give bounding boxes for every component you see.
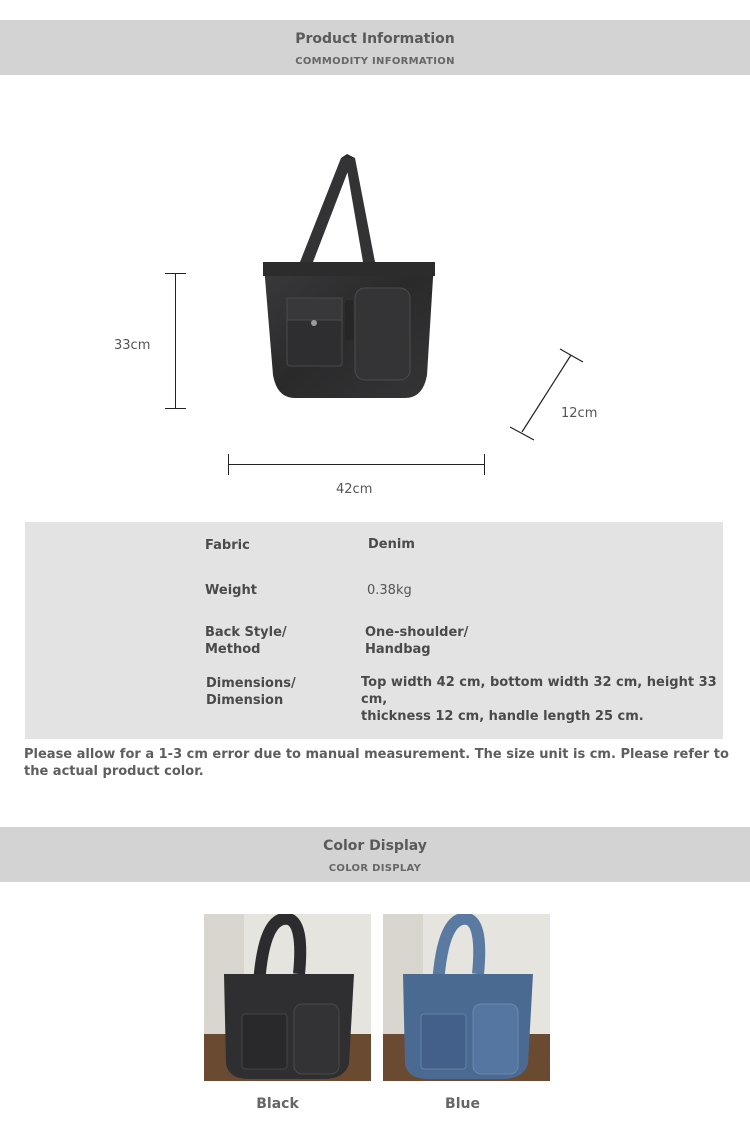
spec-value-dimensions: Top width 42 cm, bottom width 32 cm, height 33 cm, thickness 12 cm, handle length 25 cm. (361, 675, 717, 724)
product-info-header (0, 20, 750, 75)
spec-value-back-style: One-shoulder/ Handbag (365, 625, 469, 657)
spec-key-dimensions: Dimensions/ Dimension (206, 676, 296, 708)
width-dimension-cap-right (484, 454, 485, 475)
spec-value-fabric: Denim (368, 537, 415, 552)
bag-image (255, 150, 445, 405)
color-label-black: Black (256, 1096, 299, 1112)
color-display-header (0, 827, 750, 882)
spec-key-weight: Weight (205, 583, 257, 598)
section-subtitle: COMMODITY INFORMATION (295, 56, 455, 67)
depth-label: 12cm (561, 406, 598, 421)
height-dimension-line (175, 273, 176, 408)
height-dimension-cap-bottom (165, 408, 186, 409)
spec-key-back-style: Back Style/ Method (205, 625, 287, 657)
spec-table (25, 522, 723, 739)
section-title: Color Display (323, 838, 427, 854)
spec-key-fabric: Fabric (205, 538, 250, 553)
section-subtitle: COLOR DISPLAY (328, 863, 422, 874)
width-dimension-cap-left (228, 454, 229, 475)
color-photo-black[interactable] (204, 914, 371, 1081)
height-dimension-cap-top (165, 273, 186, 274)
spec-value-weight: 0.38kg (367, 583, 412, 598)
color-photo-blue[interactable] (383, 914, 550, 1081)
height-label: 33cm (114, 338, 151, 353)
measurement-note: Please allow for a 1-3 cm error due to manual measurement. The size unit is cm. Please refer to the actual product color. (24, 747, 729, 779)
depth-dimension-line (505, 345, 590, 445)
section-title: Product Information (295, 31, 455, 47)
width-dimension-line (228, 464, 485, 465)
width-label: 42cm (336, 482, 373, 497)
color-label-blue: Blue (445, 1096, 480, 1112)
